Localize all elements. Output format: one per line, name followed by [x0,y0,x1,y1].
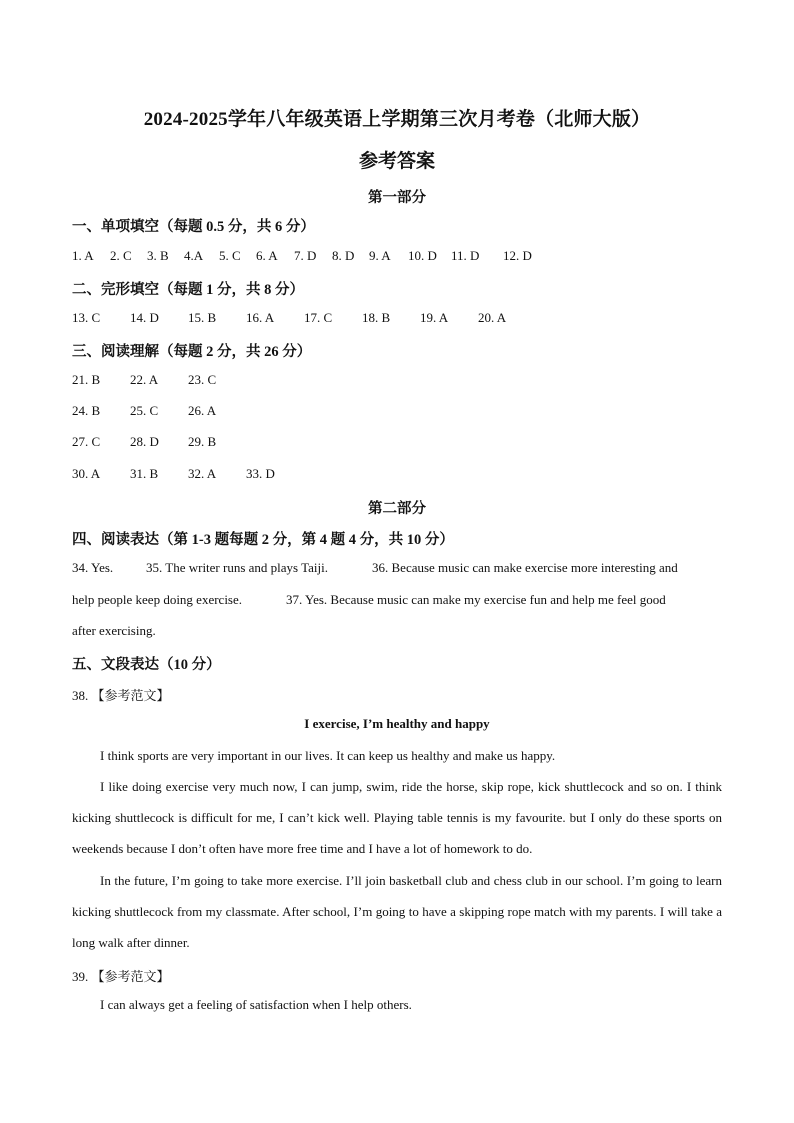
answer-item: 4.A [184,248,204,263]
part-two-heading: 第二部分 [368,501,426,517]
q39-label: 39. 【参考范文】 [72,969,170,984]
section-cloze-heading: 二、完形填空（每题 1 分，共 8 分） [72,282,304,298]
section-reading-expression-heading: 四、阅读表达（第 1-3 题每题 2 分，第 4 题 4 分，共 10 分） [72,532,454,548]
essay-paragraph: I think sports are very important in our lives. It can keep us healthy and make us happy. [100,748,556,763]
answer-item: 16. A [246,310,275,325]
answer-item: 10. D [408,248,437,263]
answer-item: 27. C [72,434,101,449]
answer-item: 1. A [72,248,94,263]
answer-item: 29. B [188,434,217,449]
answer-item: 35. The writer runs and plays Taiji. [146,560,329,575]
answer-item: 3. B [147,248,169,263]
essay-paragraph: I can always get a feeling of satisfaction when I help others. [100,997,412,1012]
answer-item: 19. A [420,310,449,325]
answer-item: 21. B [72,372,101,387]
answer-item: 22. A [130,372,159,387]
answer-item: 36. Because music can make exercise more interesting and [372,560,678,575]
answers-reading-row [72,434,216,450]
answer-item: 33. D [246,466,275,481]
answer-item: 24. B [72,403,101,418]
answers-reading-row [72,403,216,419]
reading-expression-line [72,560,678,576]
answer-item: 18. B [362,310,391,325]
answer-item: 31. B [130,466,159,481]
answer-item: 34. Yes. [72,560,114,575]
answer-item: 28. D [130,434,159,449]
answers-single-choice [72,248,532,264]
answer-item: 23. C [188,372,217,387]
answer-item: help people keep doing exercise. [72,592,243,607]
answer-item: 8. D [332,248,355,263]
section-single-choice-heading: 一、单项填空（每题 0.5 分，共 6 分） [72,219,315,235]
reading-expression-line [72,623,156,639]
page-subtitle: 参考答案 [358,151,435,172]
answer-item: 32. A [188,466,217,481]
answer-item: 37. Yes. Because music can make my exercise fun and help me feel good [286,592,666,607]
answer-item: 9. A [369,248,391,263]
essay-paragraph: In the future, I’m going to take more exercise. I’ll join basketball club and chess club in our school. I’m going to learn kicking shuttlecock from my classmate. After school, I’m going to have a skipping rope match with my parents. I will take a long walk after dinner. [72,873,722,950]
answers-cloze [72,310,506,326]
answer-item: 12. D [503,248,532,263]
answer-item: 26. A [188,403,217,418]
answers-reading-row [72,466,275,482]
part-one-heading: 第一部分 [368,190,426,206]
page-title: 2024-2025学年八年级英语上学期第三次月考卷（北师大版） [143,109,651,130]
answer-item: 5. C [219,248,241,263]
essay-title: I exercise, I’m healthy and happy [304,716,490,731]
answer-item: 17. C [304,310,333,325]
answers-reading-row [72,372,216,388]
answer-item: 25. C [130,403,159,418]
answer-item: 2. C [110,248,132,263]
answer-item: 15. B [188,310,217,325]
section-writing-heading: 五、文段表达（10 分） [72,657,221,673]
q38-label: 38. 【参考范文】 [72,688,170,703]
answer-item: 30. A [72,466,101,481]
answer-item: 13. C [72,310,101,325]
answer-item: 11. D [451,248,480,263]
answer-item: 7. D [294,248,317,263]
reading-expression-line [72,592,666,608]
answer-item: after exercising. [72,623,156,638]
answer-item: 14. D [130,310,159,325]
answer-item: 20. A [478,310,507,325]
essay-paragraph: I like doing exercise very much now, I can jump, swim, ride the horse, skip rope, kick shuttlecock and so on. I think kicking shuttlecock is difficult for me, I can’t kick well. Playing table tennis is my favourite. but I only do these sports on weekends because I don’t often have more free time and I have a lot of homework to do. [72,779,722,856]
section-reading-heading: 三、阅读理解（每题 2 分，共 26 分） [72,344,312,360]
answer-item: 6. A [256,248,278,263]
